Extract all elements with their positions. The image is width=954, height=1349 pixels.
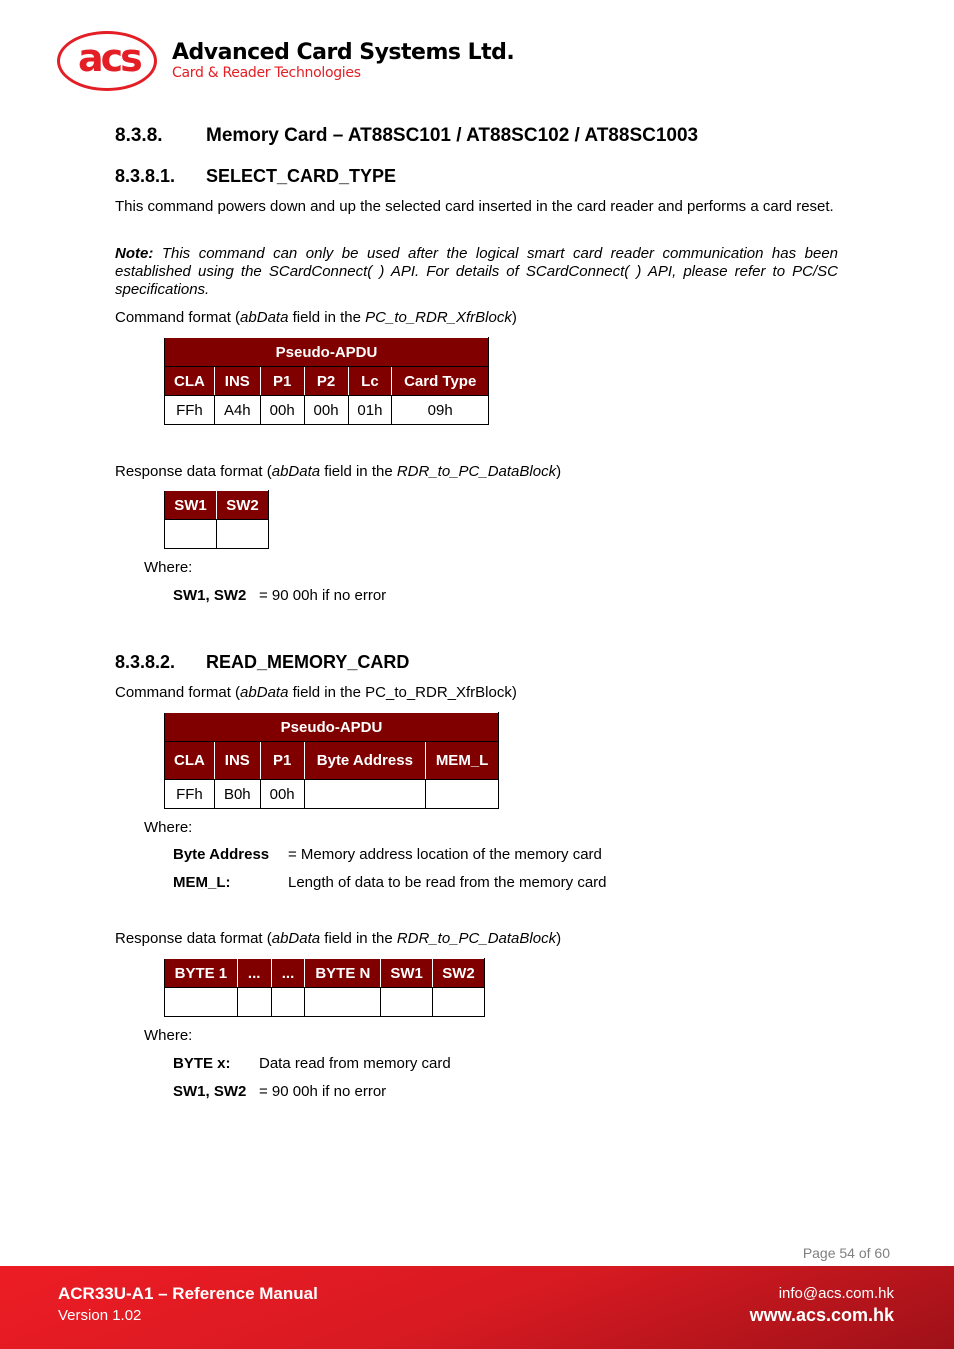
email-link[interactable]: info@acs.com.hk bbox=[778, 1285, 894, 1302]
table-title: Pseudo-APDU bbox=[165, 713, 499, 742]
manual-title: ACR33U-A1 – Reference Manual bbox=[58, 1284, 318, 1303]
cell bbox=[426, 780, 499, 809]
cell: 00h bbox=[304, 396, 348, 425]
col-header: SW2 bbox=[217, 491, 269, 520]
read-memory-response-table bbox=[164, 958, 485, 1017]
cell bbox=[433, 988, 485, 1017]
logo-text: acs bbox=[78, 36, 140, 80]
table-row bbox=[165, 780, 499, 809]
command-format-caption: Command format (abData field in the PC_to_RDR_XfrBlock) bbox=[115, 684, 517, 701]
col-header: SW2 bbox=[433, 959, 485, 988]
col-header: P2 bbox=[304, 367, 348, 396]
col-header: ... bbox=[271, 959, 305, 988]
response-format-caption: Response data format (abData field in the RDR_to_PC_DataBlock) bbox=[115, 463, 562, 480]
col-header: CLA bbox=[165, 742, 215, 780]
response-format-caption: Response data format (abData field in the RDR_to_PC_DataBlock) bbox=[115, 930, 562, 947]
col-header: Card Type bbox=[392, 367, 489, 396]
col-header: SW1 bbox=[381, 959, 433, 988]
table-row bbox=[165, 396, 489, 425]
company-name: Advanced Card Systems Ltd. bbox=[172, 40, 515, 65]
command-format-caption: Command format (abData field in the PC_to_RDR_XfrBlock) bbox=[115, 309, 517, 326]
website-link[interactable]: www.acs.com.hk bbox=[749, 1305, 894, 1325]
sw-text: = 90 00h if no error bbox=[259, 1083, 387, 1100]
version: Version 1.02 bbox=[58, 1307, 142, 1324]
section-title: Memory Card – AT88SC101 / AT88SC102 / AT88SC1003 bbox=[206, 125, 699, 146]
col-header: BYTE N bbox=[305, 959, 381, 988]
table-row bbox=[165, 988, 485, 1017]
cell bbox=[271, 988, 305, 1017]
byte-address-text: = Memory address location of the memory card bbox=[288, 846, 602, 863]
note-label: Note: bbox=[115, 245, 154, 262]
col-header: INS bbox=[214, 742, 260, 780]
col-header: P1 bbox=[260, 742, 304, 780]
cell: A4h bbox=[214, 396, 260, 425]
cell bbox=[381, 988, 433, 1017]
cell bbox=[304, 780, 426, 809]
description: This command powers down and up the selected card inserted in the card reader and performs a card reset. bbox=[115, 198, 834, 215]
cell bbox=[305, 988, 381, 1017]
select-card-response-table bbox=[164, 490, 269, 549]
mem-l-label: MEM_L: bbox=[173, 874, 231, 891]
subsection-title: SELECT_CARD_TYPE bbox=[206, 166, 397, 186]
col-header: BYTE 1 bbox=[165, 959, 238, 988]
subsection-number: 8.3.8.2. bbox=[115, 652, 176, 672]
cell: 09h bbox=[392, 396, 489, 425]
company-tagline: Card & Reader Technologies bbox=[172, 65, 361, 81]
col-header: MEM_L bbox=[426, 742, 499, 780]
cell: FFh bbox=[165, 396, 215, 425]
select-card-apdu-table bbox=[164, 337, 489, 425]
cell bbox=[217, 520, 269, 549]
col-header: Lc bbox=[348, 367, 392, 396]
col-header: P1 bbox=[260, 367, 304, 396]
col-header: Byte Address bbox=[304, 742, 426, 780]
byte-x-text: Data read from memory card bbox=[259, 1055, 451, 1072]
where-label: Where: bbox=[144, 559, 193, 576]
footer bbox=[0, 1266, 954, 1349]
cell: 00h bbox=[260, 780, 304, 809]
subsection-number: 8.3.8.1. bbox=[115, 166, 176, 186]
where-label: Where: bbox=[144, 819, 193, 836]
note bbox=[115, 245, 838, 299]
mem-l-text: Length of data to be read from the memory card bbox=[288, 874, 607, 891]
byte-x-label: BYTE x: bbox=[173, 1055, 231, 1072]
cell: B0h bbox=[214, 780, 260, 809]
table-title: Pseudo-APDU bbox=[165, 338, 489, 367]
cell bbox=[237, 988, 271, 1017]
sw-text: = 90 00h if no error bbox=[259, 587, 387, 604]
sw-label: SW1, SW2 bbox=[173, 587, 247, 604]
section-number: 8.3.8. bbox=[115, 125, 163, 146]
col-header: ... bbox=[237, 959, 271, 988]
cell: 00h bbox=[260, 396, 304, 425]
cell: FFh bbox=[165, 780, 215, 809]
where-label: Where: bbox=[144, 1027, 193, 1044]
subsection-title: READ_MEMORY_CARD bbox=[206, 652, 410, 672]
col-header: CLA bbox=[165, 367, 215, 396]
note-text: This command can only be used after the logical smart card reader communication has been established using the SCardConnect( ) API. For details of SCardConnect( ) API, please refer to PC/SC specifications. bbox=[115, 245, 838, 298]
cell bbox=[165, 988, 238, 1017]
table-row bbox=[165, 520, 269, 549]
cell bbox=[165, 520, 217, 549]
cell: 01h bbox=[348, 396, 392, 425]
read-memory-apdu-table bbox=[164, 712, 499, 809]
page-number: Page 54 of 60 bbox=[802, 1245, 890, 1261]
byte-address-label: Byte Address bbox=[173, 846, 270, 863]
sw-label: SW1, SW2 bbox=[173, 1083, 247, 1100]
col-header: SW1 bbox=[165, 491, 217, 520]
col-header: INS bbox=[214, 367, 260, 396]
